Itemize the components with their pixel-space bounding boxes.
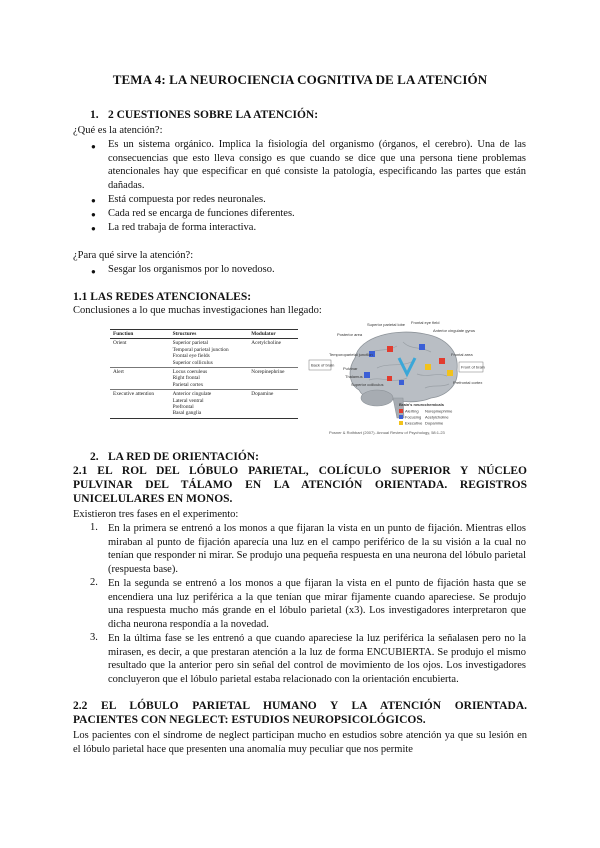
bullet-different-functions: Cada red se encarga de funciones diferentes.: [108, 208, 295, 219]
label-back-of-brain: Back of brain: [311, 362, 335, 368]
section-2-heading: LA RED DE ORIENTACIÓN:: [108, 451, 259, 463]
brain-networks-figure: [307, 318, 485, 436]
structure-item: Right frontal: [172, 375, 200, 382]
legend-chem-dopamine: Dopamine: [425, 420, 444, 426]
phase-2-text: En la segunda se entrenó a los monos a que fijaran la vista en el punto de fijación hasta que se encendiera una luz periférica a la que tenían que mirar fijamente cuando apareciese. Se produjo una respuesta mucho más grande en el lóbulo parietal (x3). Los investigadores interpretaron que dicha neurona respondía a la novedad.: [108, 578, 526, 630]
legend-chem-acetylcholine: Acetylcholine: [425, 414, 449, 420]
cerebellum: [361, 390, 393, 406]
bullet-dot: ●: [91, 267, 96, 276]
focusing-marker: [419, 344, 425, 350]
page-title: TEMA 4: LA NEUROCIENCIA COGNITIVA DE LA ATENCIÓN: [112, 72, 488, 87]
subsection-2-1-line-3: UNICELULARES EN MONOS.: [73, 493, 233, 505]
label-temporoparietal: Temporoparietal junction: [329, 352, 373, 357]
label-frontal-eye: Frontal eye field: [411, 320, 440, 325]
structure-item: Basal ganglia: [172, 410, 202, 417]
table-row: [110, 368, 298, 390]
legend-network-executive: Executive: [405, 420, 423, 426]
cell-function: Alert: [110, 368, 170, 390]
label-front-of-brain: Front of brain: [461, 364, 485, 370]
bullet-interactive: La red trabaja de forma interactiva.: [108, 222, 257, 233]
label-superior-parietal: Superior parietal lobe: [367, 322, 406, 327]
focusing-marker: [399, 380, 404, 385]
cell-modulator: Acetylcholine: [248, 339, 298, 368]
structure-item: Superior parietal: [172, 340, 209, 347]
bullet-dot: ●: [91, 224, 96, 233]
legend-title: Brain's neurochemicals: [399, 402, 444, 407]
attention-networks-table: [110, 329, 298, 419]
cell-function: Orient: [110, 339, 170, 368]
phase-number: 1.: [90, 522, 98, 533]
table-header-function: Function: [110, 330, 170, 339]
table-row: [110, 339, 298, 368]
executive-marker: [425, 364, 431, 370]
cell-modulator: Norepinephrine: [248, 368, 298, 390]
subsection-2-2-line-2: PACIENTES CON NEGLECT: ESTUDIOS NEUROPSICOLÓGICOS.: [73, 714, 426, 726]
table-header-modulator: Modulator: [248, 330, 298, 339]
table-row: [110, 390, 298, 419]
figure-citation: Posner & Rothbart (2007). Annual Review of Psychology, 58:1-23: [329, 430, 445, 435]
label-frontal-area: Frontal area: [451, 352, 473, 357]
focusing-marker: [364, 372, 370, 378]
subsection-2-2-line-1: 2.2 EL LÓBULO PARIETAL HUMANO Y LA ATENCIÓN ORIENTADA.: [73, 700, 527, 712]
label-prefrontal: Prefrontal cortex: [453, 380, 483, 385]
cell-structures: [170, 390, 249, 419]
cell-modulator: Dopamine: [248, 390, 298, 419]
executive-marker: [447, 370, 453, 376]
subsection-2-1-line-1: 2.1 EL ROL DEL LÓBULO PARIETAL, COLÍCULO SUPERIOR Y NÚCLEO: [73, 465, 527, 477]
phase-3-text: En la última fase se les entrenó a que cuando apareciese la luz periférica la señalasen pero no la mirasen, es decir, a que prestaran atención a la luz de forma ENCUBIERTA. Se produjo el mismo resultado que la anterior pero sin señal del control de movimiento de los ojos. Los investigadores concluyeron que el lóbulo parietal estaba relacionado con la orientación encubierta.: [108, 633, 526, 685]
bullet-dot: ●: [91, 142, 96, 151]
structure-item: Locus coeruleus: [172, 369, 208, 376]
section-1-1-intro: Conclusiones a lo que muchas investigaciones han llegado:: [73, 305, 322, 316]
section-1-1-heading: 1.1 LAS REDES ATENCIONALES:: [73, 291, 252, 303]
structure-item: Superior colliculus: [172, 359, 213, 366]
question-what-for: ¿Para qué sirve la atención?:: [73, 250, 194, 261]
cell-structures: [170, 339, 249, 368]
legend-swatch: [399, 415, 403, 419]
structure-item: Temporal parietal junction: [172, 346, 229, 353]
experiment-intro: Existieron tres fases en el experimento:: [73, 509, 239, 520]
alerting-marker: [387, 376, 392, 381]
phase-number: 3.: [90, 632, 98, 643]
cell-structures: [170, 368, 249, 390]
alerting-marker: [439, 358, 445, 364]
question-what-is-attention: ¿Qué es la atención?:: [73, 125, 163, 136]
label-superior-colliculus: Superior colliculus: [351, 382, 384, 387]
legend-swatch: [399, 421, 403, 425]
label-thalamus: Thalamus: [345, 374, 363, 379]
bullet-bias-novelty: Sesgar los organismos por lo novedoso.: [108, 264, 275, 275]
section-2-number: 2.: [90, 451, 99, 463]
bullet-dot: ●: [91, 196, 96, 205]
phase-1-text: En la primera se entrenó a los monos a que fijaran la vista en un punto de fijación. Mientras ellos miraban al punto de fijación aparecía una luz en el campo periférico de la su visión a la cual no tenían que responder ni mirar. Se produjo una pequeña respuesta en una neurona del lóbulo parietal (respuesta base).: [108, 523, 526, 575]
legend-network-focusing: Focusing: [405, 414, 422, 420]
label-posterior-area: Posterior area: [337, 332, 363, 337]
table-header-structures: Structures: [170, 330, 249, 339]
neglect-paragraph: Los pacientes con el síndrome de neglect participan mucho en estudios sobre atención ya que su lesión en el lóbulo parietal hace que presenten una anomalía muy peculiar que nos permite: [73, 730, 527, 755]
section-1-number: 1.: [90, 109, 99, 121]
legend-chem-norepinephrine: Norepinephrine: [425, 408, 453, 414]
section-1-heading: 2 CUESTIONES SOBRE LA ATENCIÓN:: [108, 109, 319, 121]
structure-item: Anterior cingulate: [172, 391, 212, 398]
bullet-neural-networks: Está compuesta por redes neuronales.: [108, 194, 266, 205]
structure-item: Lateral ventral: [172, 397, 204, 404]
cell-function: Executive attention: [110, 390, 170, 419]
legend-network-alerting: Alerting: [405, 408, 419, 414]
phase-number: 2.: [90, 577, 98, 588]
bullet-organic-system: Es un sistema orgánico. Implica la fisiología del organismo (órganos, el cerebro). Una de las consecuencias que esto lleva consigo es que cuando se dice que una persona tiene problemas atencionales hay que especificar en qué consiste la patología, especificando las partes que están dañadas.: [108, 139, 526, 191]
label-pulvinar: Pulvinar: [343, 366, 358, 371]
bullet-dot: ●: [91, 210, 96, 219]
structure-item: Frontal eye fields: [172, 353, 210, 360]
legend-swatch: [399, 409, 403, 413]
label-anterior-cingulate: Anterior cingulate gyrus: [433, 328, 476, 333]
structure-item: Parietal cortex: [172, 381, 204, 388]
alerting-marker: [387, 346, 393, 352]
structure-item: Prefrontal: [172, 404, 194, 411]
subsection-2-1-line-2: PULVINAR DEL TÁLAMO EN LA ATENCIÓN ORIENTADA. REGISTROS: [73, 479, 527, 491]
